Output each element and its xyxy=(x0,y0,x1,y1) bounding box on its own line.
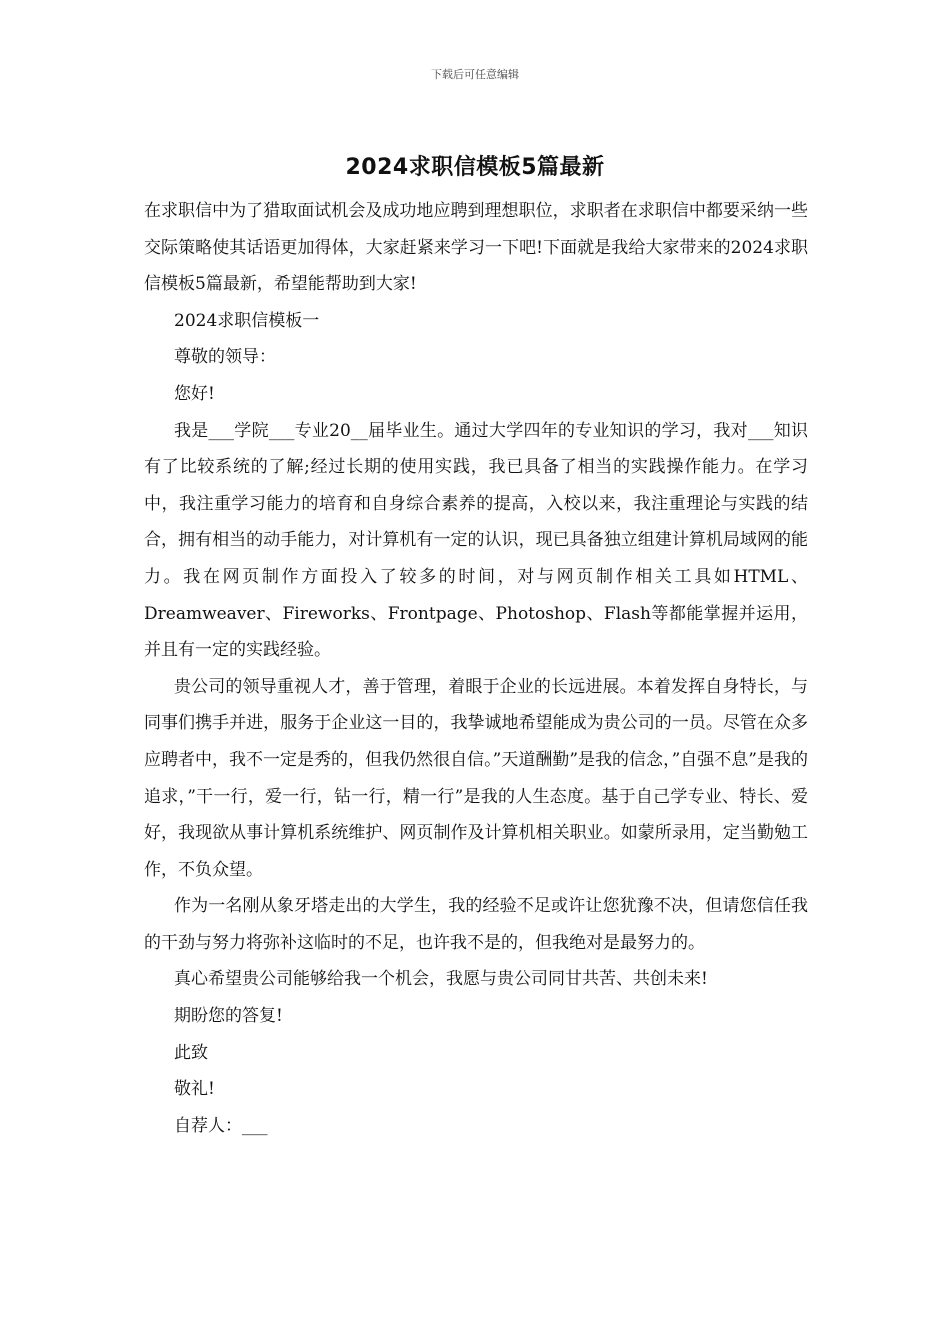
closing-line: 敬礼! xyxy=(174,1079,215,1100)
greeting: 您好! xyxy=(174,383,215,404)
document-title: 2024求职信模板5篇最新 xyxy=(345,155,605,180)
intro-paragraph: 在求职信中为了猎取面试机会及成功地应聘到理想职位，求职者在求职信中都要采纳一些交际策略使其话语更加得体，大家赶紧来学习一下吧!下面就是我给大家带来的2024求职信模板5篇最新，希望能帮助到大家! xyxy=(144,201,808,295)
body-paragraph: 贵公司的领导重视人才，善于管理，着眼于企业的长远进展。本着发挥自身特长，与同事们携手并进，服务于企业这一目的，我挚诚地希望能成为贵公司的一员。尽管在众多应聘者中，我不一定是秀的，但我仍然很自信。”天道酬勤”是我的信念，”自强不息”是我的追求，”干一行，爱一行，钻一行，精一行”是我的人生态度。基于自己学专业、特长、爱好，我现欲从事计算机系统维护、网页制作及计算机相关职业。如蒙所录用，定当勤勉工作，不负众望。 xyxy=(144,676,808,880)
closing-line: 期盼您的答复! xyxy=(174,1006,283,1027)
body-paragraph: 我是___学院___专业20__届毕业生。通过大学四年的专业知识的学习，我对___知识有了比较系统的了解;经过长期的使用实践，我已具备了相当的实践操作能力。在学习中，我注重学习能力的培育和自身综合素养的提高，入校以来，我注重理论与实践的结合，拥有相当的动手能力，对计算机有一定的认识，现已具备独立组建计算机局域网的能力。我在网页制作方面投入了较多的时间，对与网页制作相关工具如HTML、Dreamweaver、Fireworks、Frontpage、Photoshop、Flash等都能掌握并运用，并且有一定的实践经验。 xyxy=(144,420,808,661)
header-note: 下载后可任意编辑 xyxy=(431,68,519,81)
signature-line: 自荐人：___ xyxy=(174,1115,268,1136)
body-paragraph: 真心希望贵公司能够给我一个机会，我愿与贵公司同甘共苦、共创未来! xyxy=(174,969,708,990)
body-paragraph: 作为一名刚从象牙塔走出的大学生，我的经验不足或许让您犹豫不决，但请您信任我的干劲与努力将弥补这临时的不足，也许我不是的，但我绝对是最努力的。 xyxy=(144,896,808,953)
document-body xyxy=(144,193,808,1144)
section-title: 2024求职信模板一 xyxy=(174,310,320,331)
closing-line: 此致 xyxy=(174,1042,208,1063)
salutation: 尊敬的领导： xyxy=(174,347,276,368)
